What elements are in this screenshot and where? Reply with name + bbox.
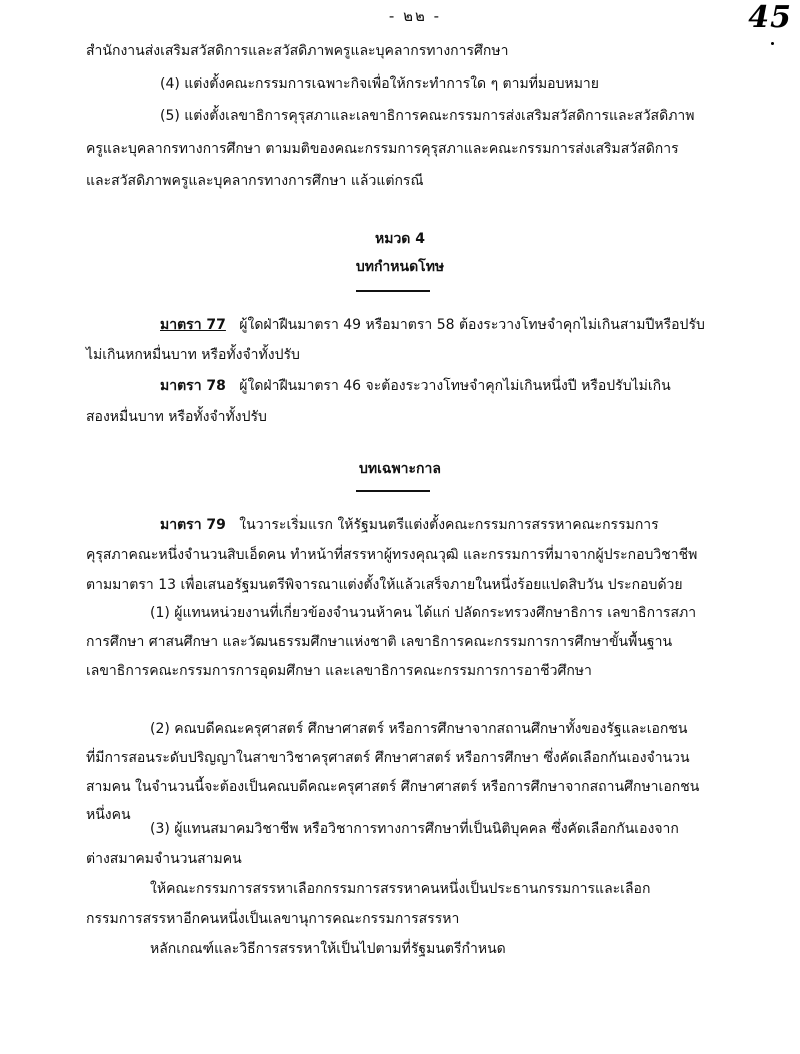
section-77-text: ผู้ใดฝ่าฝืนมาตรา 49 หรือมาตรา 58 ต้องระวางโทษจำคุกไม่เกินสามปีหรือปรับ (239, 317, 705, 333)
chapter-divider (356, 290, 430, 292)
paragraph-criteria: หลักเกณฑ์และวิธีการสรรหาให้เป็นไปตามที่รัฐมนตรีกำหนด (150, 941, 506, 957)
clause-5-continued: ครูและบุคลากรทางการศึกษา ตามมติของคณะกรรมการคุรุสภาและคณะกรรมการส่งเสริมสวัสดิการ (86, 141, 679, 157)
transitional-title: บทเฉพาะกาล (359, 461, 441, 477)
ink-dot (771, 42, 774, 45)
page-number: - ๒๒ - (388, 7, 442, 25)
section-77-label: มาตรา 77 (160, 317, 226, 333)
item-3-line-1: (3) ผู้แทนสมาคมวิชาชีพ หรือวิชาการทางการศึกษาที่เป็นนิติบุคคล ซึ่งคัดเลือกกันเองจาก (150, 821, 679, 837)
item-1-line-2: การศึกษา ศาสนศึกษา และวัฒนธรรมศึกษาแห่งชาติ เลขาธิการคณะกรรมการการศึกษาขั้นพื้นฐาน (86, 634, 673, 650)
item-2-line-2: ที่มีการสอนระดับปริญญาในสาขาวิชาครุศาสตร์ ศึกษาศาสตร์ หรือการศึกษา ซึ่งคัดเลือกกันเองจำนวน (86, 750, 690, 766)
item-2-line-4: หนึ่งคน (86, 807, 131, 823)
clause-4: (4) แต่งตั้งคณะกรรมการเฉพาะกิจเพื่อให้กระทำการใด ๆ ตามที่มอบหมาย (160, 76, 599, 92)
section-79-line-3: ตามมาตรา 13 เพื่อเสนอรัฐมนตรีพิจารณาแต่งตั้งให้แล้วเสร็จภายในหนึ่งร้อยแปดสิบวัน ประกอบด้วย (86, 577, 683, 593)
section-78-continued: สองหมื่นบาท หรือทั้งจำทั้งปรับ (86, 409, 267, 425)
item-1-line-1: (1) ผู้แทนหน่วยงานที่เกี่ยวข้องจำนวนห้าคน ได้แก่ ปลัดกระทรวงศึกษาธิการ เลขาธิการสภา (150, 605, 697, 621)
clause-5-end: และสวัสดิภาพครูและบุคลากรทางการศึกษา แล้วแต่กรณี (86, 173, 424, 189)
section-79-line-2: คุรุสภาคณะหนึ่งจำนวนสิบเอ็ดคน ทำหน้าที่สรรหาผู้ทรงคุณวุฒิ และกรรมการที่มาจากผู้ประกอบวิชาชีพ (86, 547, 698, 563)
section-77-continued: ไม่เกินหกหมื่นบาท หรือทั้งจำทั้งปรับ (86, 347, 300, 363)
chapter-title: บทกำหนดโทษ (355, 259, 445, 275)
item-3-line-2: ต่างสมาคมจำนวนสามคน (86, 851, 242, 867)
section-78-text: ผู้ใดฝ่าฝืนมาตรา 46 จะต้องระวางโทษจำคุกไม่เกินหนึ่งปี หรือปรับไม่เกิน (239, 378, 671, 394)
item-1-line-3: เลขาธิการคณะกรรมการการอุดมศึกษา และเลขาธิการคณะกรรมการการอาชีวศึกษา (86, 663, 592, 679)
section-79 (160, 516, 659, 534)
continuation-line: สำนักงานส่งเสริมสวัสดิการและสวัสดิภาพครูและบุคลากรทางการศึกษา (86, 43, 509, 59)
section-79-label: มาตรา 79 (160, 517, 226, 533)
item-2-line-3: สามคน ในจำนวนนี้จะต้องเป็นคณบดีคณะครุศาสตร์ ศึกษาศาสตร์ หรือการศึกษาจากสถานศึกษาเอกชน (86, 779, 700, 795)
section-78-label: มาตรา 78 (160, 378, 226, 394)
section-79-text: ในวาระเริ่มแรก ให้รัฐมนตรีแต่งตั้งคณะกรรมการสรรหาคณะกรรมการ (239, 517, 659, 533)
transitional-divider (356, 490, 430, 492)
item-2-line-1: (2) คณบดีคณะครุศาสตร์ ศึกษาศาสตร์ หรือการศึกษาจากสถานศึกษาทั้งของรัฐและเอกชน (150, 721, 688, 737)
clause-5: (5) แต่งตั้งเลขาธิการคุรุสภาและเลขาธิการคณะกรรมการส่งเสริมสวัสดิการและสวัสดิภาพ (160, 108, 695, 124)
paragraph-chair-line-2: กรรมการสรรหาอีกคนหนึ่งเป็นเลขานุการคณะกรรมการสรรหา (86, 911, 460, 927)
handwritten-page-number: 45 (748, 0, 792, 35)
paragraph-chair-line-1: ให้คณะกรรมการสรรหาเลือกกรรมการสรรหาคนหนึ่งเป็นประธานกรรมการและเลือก (150, 881, 651, 897)
chapter-number: หมวด 4 (374, 231, 426, 247)
section-78 (160, 377, 671, 395)
section-77 (160, 316, 705, 334)
